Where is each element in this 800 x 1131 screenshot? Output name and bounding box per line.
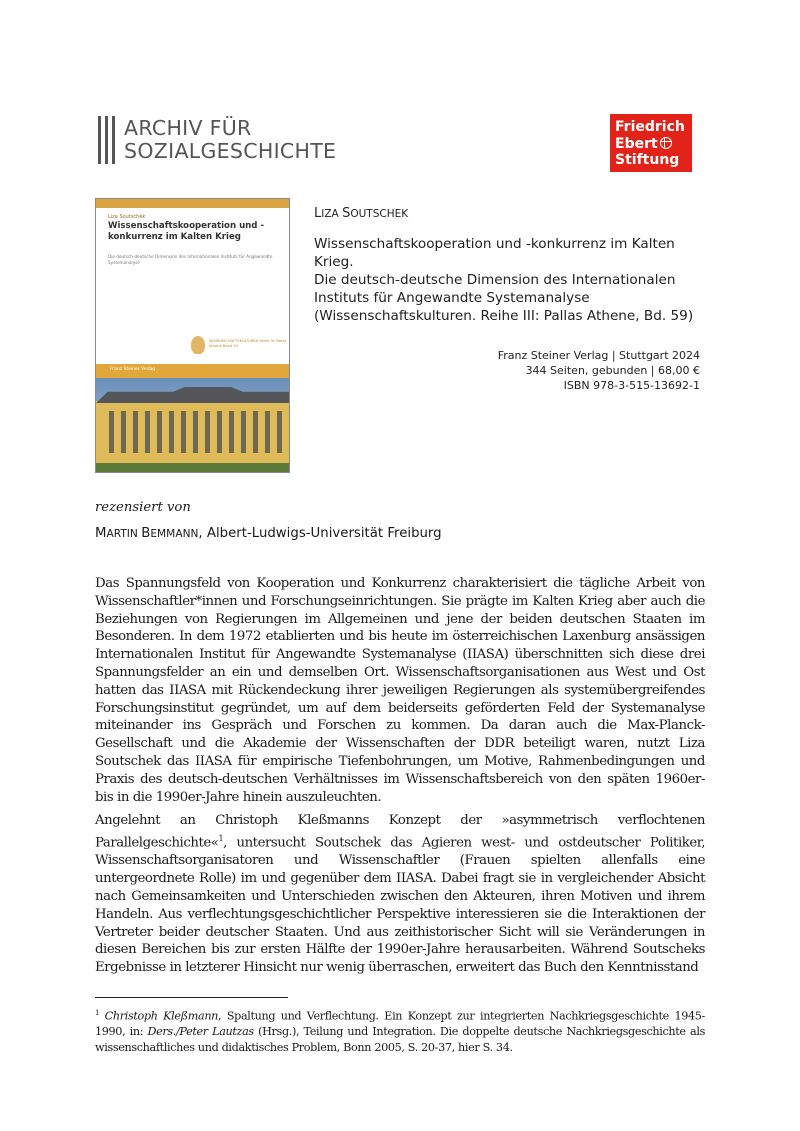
book-publisher: Franz Steiner Verlag | Stuttgart 2024	[497, 349, 700, 362]
cover-author: Liza Soutschek	[108, 214, 146, 220]
footnote: $^1$ Christoph Kleßmann, Spaltung und Verflechtung. Ein Konzept zur integrierten Nachkriegsgeschichte 1945-1990, in: Ders./Peter Lautzas (Hrsg.), Teilung und Integration. Die doppelte deutsche Nachkriegsgeschichte als wissenschaftliches und didaktisches Problem, Bonn 2005, S. 20-37, hier S. 34.	[95, 1009, 705, 1054]
reviewer-affiliation: , Albert-Ludwigs-Universität Freiburg	[198, 526, 442, 541]
palace-building-image	[96, 401, 289, 463]
journal-logo	[98, 116, 336, 164]
book-publication-info	[314, 348, 700, 393]
cover-title: Wissenschaftskooperation und -konkurrenz im Kalten Krieg	[108, 221, 265, 242]
review-body	[95, 575, 705, 983]
book-pages-price: 344 Seiten, gebunden | 68,00 €	[525, 364, 700, 377]
cover-subtitle: Die deutsch-deutsche Dimension des Internationalen Instituts für Angewandte Systemanalyse	[108, 254, 273, 265]
book-title	[314, 235, 714, 325]
fes-logo-line2: Ebert	[615, 135, 658, 152]
book-bibliography	[314, 206, 714, 325]
book-cover	[95, 198, 290, 473]
book-isbn: ISBN 978-3-515-13692-1	[563, 379, 700, 392]
reviewed-by-label: rezensiert von	[95, 500, 191, 515]
cover-ground	[96, 463, 289, 473]
footnote-number: 1	[95, 1009, 100, 1017]
journal-name-line2: SOZIALGESCHICHTE	[124, 139, 337, 163]
journal-name-line1: ARCHIV FÜR	[124, 116, 252, 140]
reviewer: MARTIN BEMMANN, Albert-Ludwigs-Universität Freiburg	[95, 526, 442, 541]
cover-publisher: Franz Steiner Verlag	[110, 367, 156, 372]
footnote-ref[interactable]: 1	[218, 834, 224, 844]
globe-icon	[660, 137, 672, 149]
book-author: LIZA SOUTSCHEK	[314, 206, 409, 221]
fes-logo	[610, 114, 692, 172]
cover-top-band	[96, 199, 289, 208]
athena-emblem-icon	[191, 336, 205, 354]
book-title-main: Wissenschaftskooperation und -konkurrenz im Kalten Krieg.	[314, 236, 675, 270]
book-subtitle: Die deutsch-deutsche Dimension des Internationalen Instituts für Angewandte Systemanalyse	[314, 272, 676, 306]
paragraph: Angelehnt an Christoph Kleßmanns Konzept der »asymmetrisch verflochtenen Parallelgeschichte«$^1$, untersucht Soutschek das Agieren west- und ostdeutscher Politiker, Wissenschaftsorganisatoren und Wissenschaftler (Frauen spielten allenfalls eine untergeordnete Rolle) im und gegenüber dem IIASA. Dabei fragt sie in vergleichender Absicht nach Gemeinsamkeiten und Unterschieden zwischen den Akteuren, ihren Motiven und ihrem Handeln. Aus verflechtungsgeschichtlicher Perspektive interessieren sie die Interaktionen der Vertreter beider deutscher Staaten. Und aus zeithistorischer Sicht will sie Veränderungen in diesen Bereichen bis zur ersten Hälfte der 1990er-Jahre herausarbeiten. Während Soutscheks Ergebnisse in letzterer Hinsicht nur wenig überraschen, erweitert das Buch den Kenntnisstand	[95, 813, 705, 976]
cover-series: WISSENSCHAFTSKULTUREN Reihe III: Pallas Athene Band 59	[209, 339, 287, 348]
footnote-divider	[95, 997, 288, 998]
fes-logo-line1: Friedrich	[615, 119, 685, 135]
book-series: (Wissenschaftskulturen. Reihe III: Pallas Athene, Bd. 59)	[314, 308, 694, 324]
fes-logo-line3: Stiftung	[615, 152, 680, 168]
journal-logo-text	[124, 117, 336, 163]
paragraph: Das Spannungsfeld von Kooperation und Konkurrenz charakterisiert die tägliche Arbeit von Wissenschaftler*innen und Forschungseinrichtungen. Sie prägte im Kalten Krieg aber auch die Beziehungen von Regierungen im Allgemeinen und jene der beiden deutschen Staaten im Besonderen. In dem 1972 etablierten und bis heute im österreichischen Laxenburg ansässigen Internationalen Institut für Angewandte Systemanalyse (IIASA) überschnitten sich diese drei Spannungsfelder an ein und demselben Ort. Wissenschaftsorganisationen aus West und Ost hatten das IIASA mit Rückendeckung ihrer jeweiligen Regierungen als systemübergreifendes Forschungsinstitut gegründet, um auf dem beiderseits geförderten Feld der Systemanalyse miteinander ins Gespräch und Forschen zu kommen. Da daran auch die Max-Planck-Gesellschaft und die Akademie der Wissenschaften der DDR beteiligt waren, nutzt Liza Soutschek das IIASA für empirische Tiefenbohrungen, um Motive, Rahmenbedingungen und Praxis des deutsch-deutschen Verhältnisses im Wissenschaftsbereich von den späten 1960er- bis in die 1990er-Jahre hinein auszuleuchten.	[95, 576, 705, 805]
journal-logo-bars	[98, 116, 115, 164]
cover-photo	[96, 378, 289, 473]
